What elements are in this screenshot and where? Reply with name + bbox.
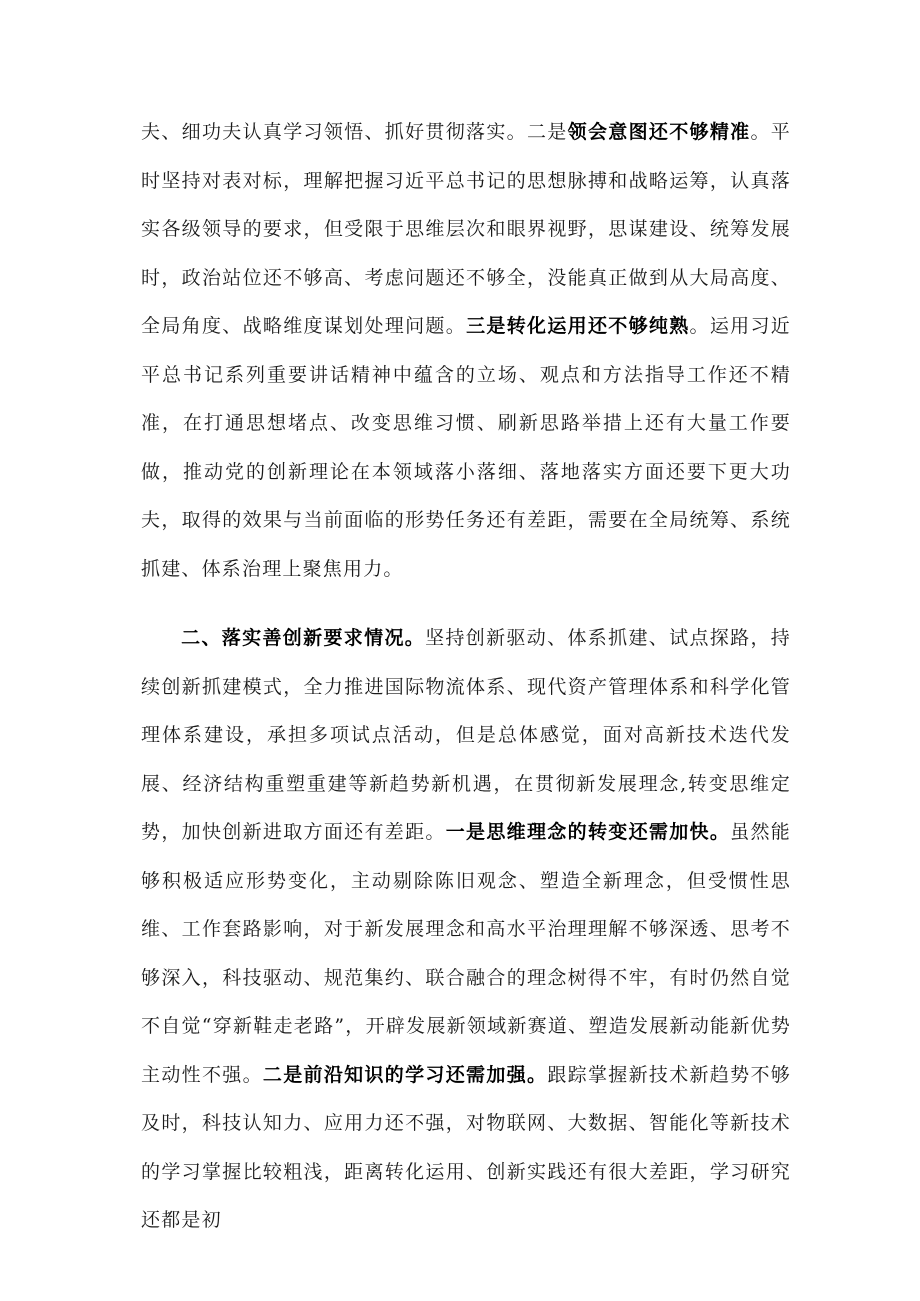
section-heading: 二、落实善创新要求情况。: [181, 627, 426, 649]
bold-heading: 领会意图还不够精准: [567, 121, 751, 143]
paragraph-text: 。平时坚持对表对标，理解把握习近平总书记的思想脉搏和战略运筹，认真落实各级领导的要求，但受限于思维层次和眼界视野，思谋建设、统筹发展时，政治站位还不够高、考虑问题还不够全，没能真正做到从大局高度、全局角度、战略维度谋划处理问题。: [141, 121, 791, 337]
paragraph-text: 夫、细功夫认真学习领悟、抓好贯彻落实。二是: [141, 121, 568, 143]
bold-heading: 二是前沿知识的学习还需加强。: [262, 1063, 548, 1086]
paragraph-text: 坚持创新驱动、体系抓建、试点探路，持续创新抓建模式，全力推进国际物流体系、现代资产管理体系和科学化管理体系建设，承担多项试点活动，但是总体感觉，面对高新技术迭代发展、经济结构重塑重建等新趋势新机遇，在贯彻新发展理念,转变思维定势，加快创新进取方面还有差距。: [141, 627, 791, 843]
body-paragraph: [141, 614, 791, 1245]
paragraph-text: 虽然能够积极适应形势变化，主动剔除陈旧观念、塑造全新理念，但受惯性思维、工作套路影响，对于新发展理念和高水平治理理解不够深透、思考不够深入，科技驱动、规范集约、联合融合的理念树得不牢，有时仍然自觉不自觉“穿新鞋走老路”，开辟发展新领域新赛道、塑造发展新动能新优势主动性不强。: [141, 821, 791, 1086]
paragraph-text: 。运用习近平总书记系列重要讲话精神中蕴含的立场、观点和方法指导工作还不精准，在打通思想堵点、改变思维习惯、刷新思路举措上还有大量工作要做，推动党的创新理论在本领域落小落细、落地落实方面还要下更大功夫，取得的效果与当前面临的形势任务还有差距，需要在全局统筹、系统抓建、体系治理上聚焦用力。: [141, 315, 792, 580]
bold-heading: 一是思维理念的转变还需加快。: [445, 821, 731, 843]
paragraph-text: 跟踪掌握新技术新趋势不够及时，科技认知力、应用力还不强，对物联网、大数据、智能化等新技术的学习掌握比较粗浅，距离转化运用、创新实践还有很大差距，学习研究还都是初: [141, 1063, 791, 1231]
body-paragraph: [141, 108, 791, 593]
bold-heading: 三是转化运用还不够纯熟: [466, 315, 690, 337]
